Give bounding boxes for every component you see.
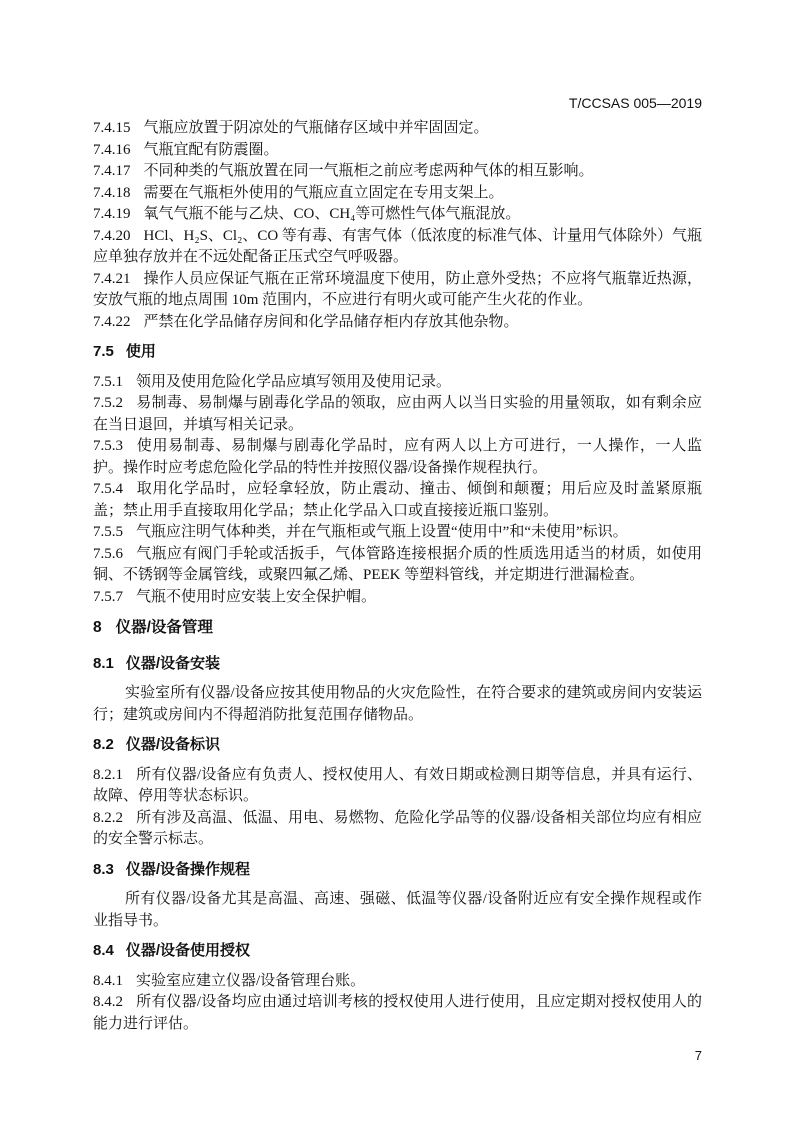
block-number: 8.4.1 xyxy=(93,972,123,989)
clause-7.4.18 xyxy=(93,183,702,205)
section-heading-8.4 xyxy=(93,940,702,962)
clause-7.4.16 xyxy=(93,140,702,162)
section-heading-7.5 xyxy=(93,341,702,363)
clause-7.4.15 xyxy=(93,118,702,140)
clause-8.4.1 xyxy=(93,971,702,993)
section-heading-8.2 xyxy=(93,734,702,756)
clause-7.5.6 xyxy=(93,544,702,587)
block-number: 7.5.5 xyxy=(93,524,123,540)
block-text: 使用易制毒、易制爆与剧毒化学品时，应有两人以上方可进行，一人操作，一人监护。操作时应考虑危险化学品的特性并按照仪器/设备操作规程执行。 xyxy=(93,438,702,476)
clause-8.4.2 xyxy=(93,992,702,1035)
block-text: 气瓶不使用时应安装上安全保护帽。 xyxy=(136,588,377,605)
block-text: 取用化学品时，应轻拿轻放，防止震动、撞击、倾倒和颠覆；用后应及时盖紧原瓶盖；禁止用手直接取用化学品；禁止化学品入口或直接接近瓶口鉴别。 xyxy=(93,481,702,519)
block-number: 8.2.1 xyxy=(93,766,123,783)
clause-8.2.2 xyxy=(93,808,702,851)
block-text: 气瓶宜配有防震圈。 xyxy=(143,141,279,158)
block-number: 8.2.2 xyxy=(93,809,123,826)
block-text: 仪器/设备使用授权 xyxy=(125,942,251,959)
block-number: 7.4.18 xyxy=(93,184,131,201)
clause-7.5.1 xyxy=(93,372,702,394)
block-text: 操作人员应保证气瓶在正常环境温度下使用，防止意外受热；不应将气瓶靠近热源，安放气瓶的地点周围 10m 范围内，不应进行有明火或可能产生火花的作业。 xyxy=(93,270,702,308)
doc-header xyxy=(93,95,702,111)
block-text: 气瓶应注明气体种类，并在气瓶柜或气瓶上设置“使用中”和“未使用”标识。 xyxy=(136,524,628,540)
block-text: 实验室应建立仪器/设备管理台账。 xyxy=(136,972,366,989)
clause-7.4.19 xyxy=(93,204,702,226)
page-footer xyxy=(93,1048,702,1063)
block-number: 7.5.7 xyxy=(93,588,123,605)
block-number: 7.4.21 xyxy=(93,270,131,287)
clause-7.5.7 xyxy=(93,587,702,609)
block-text: 仪器/设备管理 xyxy=(115,619,213,636)
block-text: 实验室所有仪器/设备应按其使用物品的火灾危险性，在符合要求的建筑或房间内安装运行；建筑或房间内不得超消防批复范围存储物品。 xyxy=(93,685,702,723)
block-number: 8.4 xyxy=(93,942,114,959)
block-number: 7.4.17 xyxy=(93,163,131,179)
block-text: 严禁在化学品储存房间和化学品储存柜内存放其他杂物。 xyxy=(143,313,519,330)
clause-7.4.22 xyxy=(93,312,702,334)
block-text: 仪器/设备安装 xyxy=(125,654,221,672)
block-number: 7.4.19 xyxy=(93,206,131,222)
block-number: 7.5.6 xyxy=(93,545,123,562)
block-number: 7.5.4 xyxy=(93,481,123,497)
block-text: 所有仪器/设备尤其是高温、高速、强磁、低温等仪器/设备附近应有安全操作规程或作业指导书。 xyxy=(93,891,702,929)
block-text: 氧气气瓶不能与乙炔、CO、CH₄等可燃性气体气瓶混放。 xyxy=(143,206,521,222)
block-number: 7.4.20 xyxy=(93,227,131,244)
block-text: 不同种类的气瓶放置在同一气瓶柜之前应考虑两种气体的相互影响。 xyxy=(143,163,594,179)
section-heading-8.1 xyxy=(93,653,702,675)
block-text: 仪器/设备操作规程 xyxy=(125,860,251,878)
block-text: 仪器/设备标识 xyxy=(125,736,221,753)
block-text: 使用 xyxy=(125,343,156,360)
paragraph xyxy=(93,889,702,932)
document-body xyxy=(93,118,702,1035)
block-text: 领用及使用危险化学品应填写领用及使用记录。 xyxy=(136,373,452,390)
block-number: 7.5.3 xyxy=(93,438,123,454)
block-text: 气瓶应放置于阴凉处的气瓶储存区域中并牢固固定。 xyxy=(143,120,489,136)
block-text: 易制毒、易制爆与剧毒化学品的领取，应由两人以当日实验的用量领取，如有剩余应在当日退回，并填写相关记录。 xyxy=(93,395,702,433)
block-number: 7.5.1 xyxy=(93,373,123,390)
clause-7.5.5 xyxy=(93,522,702,544)
clause-7.5.2 xyxy=(93,393,702,436)
clause-7.4.17 xyxy=(93,161,702,183)
block-number: 7.4.15 xyxy=(93,120,131,136)
clause-7.4.21 xyxy=(93,269,702,312)
block-number: 7.5.2 xyxy=(93,395,123,411)
block-number: 8 xyxy=(93,619,102,636)
block-text: HCl、H₂S、Cl₂、CO 等有毒、有害气体（低浓度的标准气体、计量用气体除外）气瓶应单独存放并在不远处配备正压式空气呼吸器。 xyxy=(93,227,702,265)
block-number: 7.4.16 xyxy=(93,141,131,158)
clause-7.4.20 xyxy=(93,226,702,269)
paragraph xyxy=(93,683,702,726)
block-text: 所有涉及高温、低温、用电、易燃物、危险化学品等的仪器/设备相关部位均应有相应的安全警示标志。 xyxy=(93,809,702,847)
clause-7.5.3 xyxy=(93,436,702,479)
clause-8.2.1 xyxy=(93,765,702,808)
section-heading-8.3 xyxy=(93,859,702,881)
block-number: 8.3 xyxy=(93,860,114,878)
clause-7.5.4 xyxy=(93,479,702,522)
block-text: 所有仪器/设备均应由通过培训考核的授权使用人进行使用，且应定期对授权使用人的能力进行评估。 xyxy=(93,994,702,1032)
block-number: 7.4.22 xyxy=(93,313,131,330)
block-number: 8.2 xyxy=(93,736,114,753)
doc-code: T/CCSAS 005—2019 xyxy=(568,95,702,111)
block-number: 8.1 xyxy=(93,654,114,672)
page-number: 7 xyxy=(694,1048,702,1063)
block-number: 8.4.2 xyxy=(93,994,123,1010)
block-text: 气瓶应有阀门手轮或活扳手，气体管路连接根据介质的性质选用适当的材质，如使用铜、不锈钢等金属管线，或聚四氟乙烯、PEEK 等塑料管线，并定期进行泄漏检查。 xyxy=(93,545,702,583)
chapter-heading-8 xyxy=(93,617,702,639)
block-text: 所有仪器/设备应有负责人、授权使用人、有效日期或检测日期等信息，并具有运行、故障、停用等状态标识。 xyxy=(93,766,702,804)
block-text: 需要在气瓶柜外使用的气瓶应直立固定在专用支架上。 xyxy=(143,184,504,201)
block-number: 7.5 xyxy=(93,343,114,360)
